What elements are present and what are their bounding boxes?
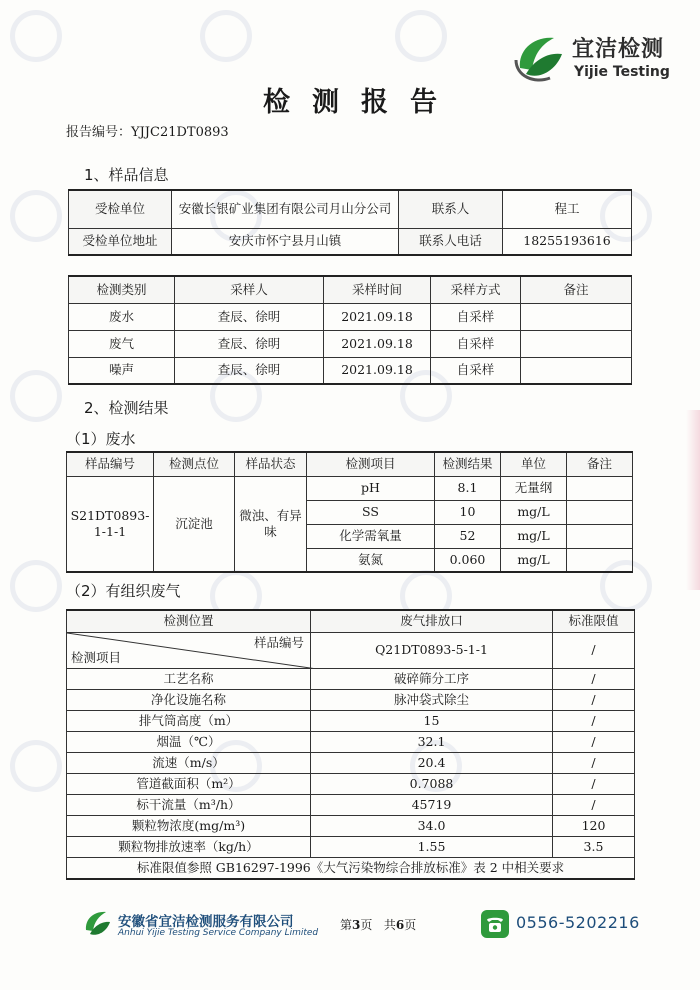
note-cell [567,548,633,572]
logo-cn-text: 宜洁检测 [572,37,665,62]
diagonal-header-cell [67,632,311,668]
row-value: 0.7088 [311,773,553,794]
table-row [67,689,635,710]
table-row [69,303,632,330]
page-suffix: 页 [404,918,417,932]
table-cell [521,303,632,330]
state-cell: 微浊、有异味 [235,476,307,572]
sample-number-cell: Q21DT0893-5-1-1 [311,632,553,668]
location-cell: 沉淀池 [154,476,235,572]
table-cell [521,357,632,384]
sample-info-table [68,189,632,256]
phone-icon [480,909,510,939]
contact-value: 程工 [503,190,632,228]
col-header: 样品编号 [67,452,154,476]
table-cell: 2021.09.18 [324,303,431,330]
row-label: 净化设施名称 [67,689,311,710]
diag-sample-label: 样品编号 [253,634,304,650]
note-cell [567,524,633,548]
table-row [67,794,635,815]
diag-item-label: 检测项目 [71,649,122,665]
table-cell: 自采样 [431,303,521,330]
row-value: 45719 [311,794,553,815]
col-header-outlet: 废气排放口 [311,610,553,632]
row-label: 颗粒物排放速率（kg/h） [67,836,311,857]
col-header: 检测项目 [307,452,435,476]
exhaust-table [66,609,635,880]
row-limit: / [553,689,635,710]
row-label: 排气筒高度（m） [67,710,311,731]
client-label: 受检单位 [69,190,172,228]
col-header-limit: 标准限值 [553,610,635,632]
table-row [69,330,632,357]
page-prefix: 第 [340,918,353,932]
section-sample-info-heading: 1、样品信息 [84,166,169,184]
table-row [67,476,633,500]
unit-cell: 无量纲 [501,476,567,500]
table-cell: 查辰、徐明 [175,303,324,330]
table-cell [521,330,632,357]
logo-en-text: Yijie Testing [574,64,670,80]
wastewater-heading: （1）废水 [66,430,136,448]
result-cell: 52 [435,524,501,548]
table-cell: 2021.09.18 [324,330,431,357]
exhaust-heading: （2）有组织废气 [66,582,181,600]
result-cell: 8.1 [435,476,501,500]
col-header: 备注 [567,452,633,476]
address-value: 安庆市怀宁县月山镇 [172,228,399,255]
result-cell: 10 [435,500,501,524]
col-header: 备注 [521,276,632,303]
table-cell: 2021.09.18 [324,357,431,384]
note-cell [567,476,633,500]
section-results-heading: 2、检测结果 [84,399,169,417]
row-value: 34.0 [311,815,553,836]
table-row [67,710,635,731]
unit-cell: mg/L [501,524,567,548]
unit-cell: mg/L [501,500,567,524]
col-header: 采样时间 [324,276,431,303]
item-cell: SS [307,500,435,524]
col-header: 检测结果 [435,452,501,476]
row-value: 脉冲袋式除尘 [311,689,553,710]
table-cell: 废气 [69,330,175,357]
row-value: 1.55 [311,836,553,857]
row-limit: 120 [553,815,635,836]
table-cell: 噪声 [69,357,175,384]
contact-label: 联系人 [399,190,503,228]
table-cell: 查辰、徐明 [175,357,324,384]
row-label: 标干流量（m³/h） [67,794,311,815]
col-header: 样品状态 [235,452,307,476]
table-row [67,836,635,857]
item-cell: 化学需氧量 [307,524,435,548]
page-current: 3 [352,918,361,932]
note-cell [567,500,633,524]
table-cell: 废水 [69,303,175,330]
phone-value: 18255193616 [503,228,632,255]
table-cell: 自采样 [431,330,521,357]
phone-label: 联系人电话 [399,228,503,255]
client-value: 安徽长银矿业集团有限公司月山分公司 [172,190,399,228]
footer-company-cn: 安徽省宜洁检测服务有限公司 [118,914,294,930]
col-header-location: 检测位置 [67,610,311,632]
table-row [67,773,635,794]
report-number: 报告编号：YJJC21DT0893 [66,125,229,140]
col-header: 检测类别 [69,276,175,303]
row-limit: / [553,752,635,773]
page-title: 检测报告 [263,87,459,118]
col-header: 单位 [501,452,567,476]
row-limit: / [553,731,635,752]
table-cell: 查辰、徐明 [175,330,324,357]
col-header: 采样方式 [431,276,521,303]
row-value: 15 [311,710,553,731]
row-value: 32.1 [311,731,553,752]
seal-stamp-edge [686,410,700,590]
sample-number-cell: S21DT0893-1-1-1 [67,476,154,572]
row-limit: / [553,710,635,731]
table-row [67,815,635,836]
row-limit: 3.5 [553,836,635,857]
leaf-logo-icon [512,30,566,84]
row-value: 破碎筛分工序 [311,668,553,689]
footer-phone: 0556-5202216 [516,913,640,932]
col-header: 检测点位 [154,452,235,476]
row-label: 烟温（℃） [67,731,311,752]
table-row [67,752,635,773]
row-value: 20.4 [311,752,553,773]
sampling-table [68,275,632,385]
table-row [67,668,635,689]
page-mid: 页 共 [360,918,396,932]
row-label: 流速（m/s） [67,752,311,773]
address-label: 受检单位地址 [69,228,172,255]
footer-leaf-logo-icon [82,908,112,938]
item-cell: pH [307,476,435,500]
wastewater-table [66,451,633,573]
row-limit: / [553,794,635,815]
page-indicator [340,916,416,933]
row-limit: / [553,773,635,794]
row-limit: / [553,668,635,689]
page-total: 6 [395,918,405,932]
row-label: 管道截面积（m²） [67,773,311,794]
table-cell: 自采样 [431,357,521,384]
col-header: 采样人 [175,276,324,303]
table-row [69,357,632,384]
row-label: 颗粒物浓度(mg/m³) [67,815,311,836]
table-row [67,731,635,752]
standard-footnote: 标准限值参照 GB16297-1996《大气污染物综合排放标准》表 2 中相关要求 [67,857,635,879]
limit-cell: / [553,632,635,668]
footer-company-en: Anhui Yijie Testing Service Company Limited [118,928,319,938]
result-cell: 0.060 [435,548,501,572]
item-cell: 氨氮 [307,548,435,572]
row-label: 工艺名称 [67,668,311,689]
unit-cell: mg/L [501,548,567,572]
